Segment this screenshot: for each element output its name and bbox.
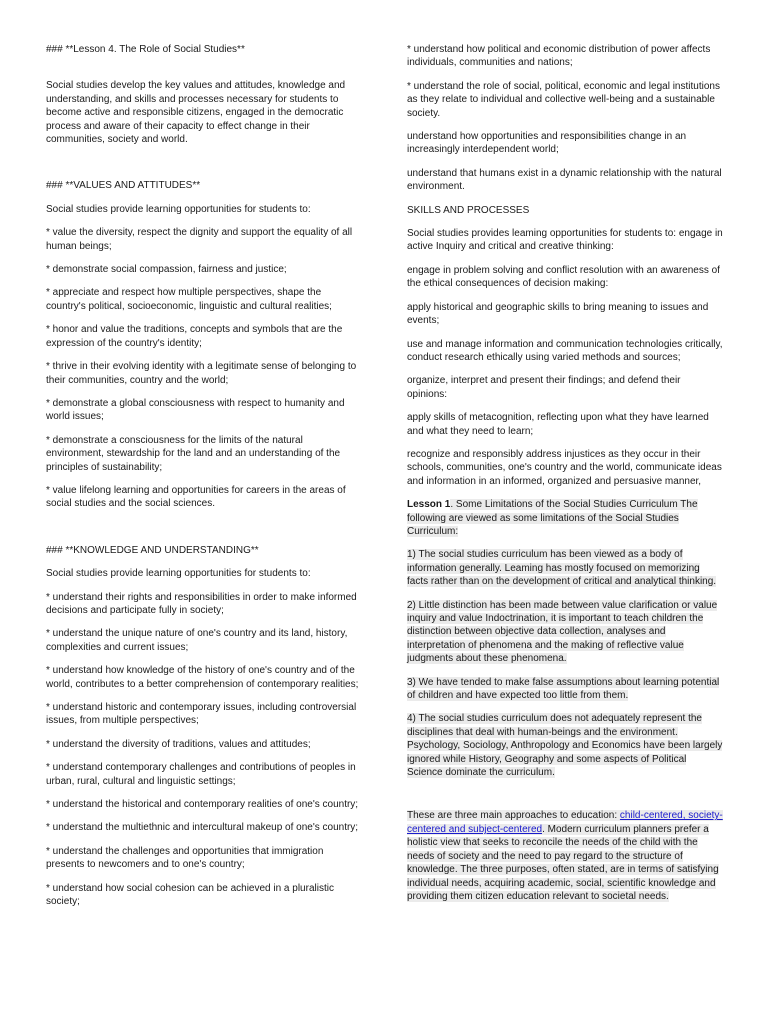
knowledge-item: * understand contemporary challenges and contributions of peoples in urban, rural, cultural and linguistic settings;	[46, 762, 356, 787]
lesson1-label: Lesson 1	[407, 499, 451, 511]
knowledge-item: * understand the historical and contemporary realities of one's country;	[46, 799, 359, 811]
understand-item: * understand how political and economic distribution of power affects individuals, communities and nations;	[407, 44, 711, 69]
skills-item: engage in problem solving and conflict resolution with an awareness of the ethical consequences of decision making:	[407, 264, 720, 290]
values-lead: Social studies provide learning opportunities for students to:	[46, 203, 311, 215]
approaches-link[interactable]: child-centered, society-centered and subject-centered	[407, 810, 723, 835]
intro-paragraph: Social studies develop the key values and attitudes, knowledge and understanding, and skills and processes necessary for students to become active and responsible citizens, engaged in the democratic process and aware of their capacity to effect change in their communities, society and world.	[46, 80, 346, 146]
lesson-heading: ### **Lesson 4. The Role of Social Studies**	[46, 44, 245, 55]
limitation-item	[407, 599, 723, 666]
skills-item: use and manage information and communication technologies critically, conduct research ethically using varied methods and sources;	[407, 338, 723, 363]
values-item: * demonstrate social compassion, fairness and justice;	[46, 264, 287, 276]
values-item: * demonstrate a global consciousness with respect to humanity and world issues;	[46, 397, 345, 423]
skills-item: organize, interpret and present their findings; and defend their opinions:	[407, 375, 681, 400]
values-item: * honor and value the traditions, concepts and symbols that are the expression of the country's identity;	[46, 324, 343, 349]
skills-item: apply historical and geographic skills to bring meaning to issues and events;	[407, 301, 709, 327]
limitation-text: 4) The social studies curriculum does not adequately represent the disciplines that deal with human-beings and the environment. Psychology, Sociology, Anthropology and Economics have been largely ignored while History, Geography and some aspects of Political Science dominate the curriculum.	[407, 713, 723, 779]
knowledge-item: * understand how knowledge of the history of one's country and of the world, contributes to a better comprehension of contemporary realities;	[46, 665, 359, 690]
limitation-text: 3) We have tended to make false assumptions about learning potential of children and have expected too little from them.	[407, 676, 720, 702]
lesson1-paragraph	[407, 498, 723, 538]
knowledge-item: * understand how social cohesion can be achieved in a pluralistic society;	[46, 882, 334, 908]
limitation-text: 1) The social studies curriculum has been viewed as a body of information generally. Leaming has mostly focused on memorizing facts rather than on the development of critical and analytical thinking.	[407, 549, 717, 588]
lesson1-text: . Some Limitations of the Social Studies Curriculum The following are viewed as some limitations of the Social Studies Curriculum:	[407, 499, 698, 537]
left-column	[46, 43, 362, 918]
values-item: * value the diversity, respect the dignity and support the equality of all human beings;	[46, 227, 353, 252]
knowledge-item: * understand the multiethnic and intercultural makeup of one's country;	[46, 822, 359, 834]
values-item: * demonstrate a consciousness for the limits of the natural environment, stewardship for the land and an understanding of the principles of sustainability;	[46, 434, 341, 473]
values-item: * thrive in their evolving identity with a legitimate sense of belonging to their communities, country and the world;	[46, 361, 357, 386]
right-column	[407, 43, 723, 913]
knowledge-heading: ### **KNOWLEDGE AND UNDERSTANDING**	[46, 544, 259, 556]
understand-item: understand how opportunities and responsibilities change in an increasingly interdependent world;	[407, 131, 687, 156]
approaches-text-before: These are three main approaches to education:	[407, 810, 620, 822]
knowledge-item: * understand historic and contemporary issues, including controversial issues, from multiple perspectives;	[46, 702, 357, 727]
limitation-item	[407, 712, 723, 779]
knowledge-item: * understand the unique nature of one's country and its land, history, complexities and current issues;	[46, 628, 348, 653]
limitation-item	[407, 676, 723, 703]
values-item: * value lifelong learning and opportunities for careers in the areas of social studies and the social sciences.	[46, 484, 346, 510]
approaches-text-after: . Modern curriculum planners prefer a holistic view that seeks to reconcile the needs of the child with the needs of society and the need to pay regard to the structure of knowledge. The three purposes, often stated, are in terms of satisfying individual needs, acquiring academic, social, scientific knowledge and providing them citizen education relevant to societal needs.	[407, 823, 719, 902]
values-heading: ### **VALUES AND ATTITUDES**	[46, 180, 201, 192]
understand-item: understand that humans exist in a dynamic relationship with the natural environment.	[407, 167, 722, 193]
values-item: * appreciate and respect how multiple perspectives, shape the country's political, socioeconomic, linguistic and cultural realities;	[46, 287, 332, 312]
skills-item: Social studies provides leaming opportunities for students to: engage in active Inquiry and critical and creative thinking:	[407, 228, 723, 253]
understand-item: * understand the role of social, political, economic and legal institutions as they relate to individual and collective well-being and a sustainable society.	[407, 80, 720, 119]
limitation-text: 2) Little distinction has been made between value clarification or value inquiry and value Indoctrination, it is important to teach children the distinction between objective data collection, analyses and interpretation of phenomena and the making of reflective value judgments about these phenomena.	[407, 599, 718, 665]
knowledge-item: * understand the challenges and opportunities that immigration presents to newcomers and to one's country;	[46, 845, 324, 871]
skills-item: recognize and responsibly address injustices as they occur in their schools, communities, one's country and the world, communicate ideas and information in an informed, organized and persuasive manner,	[407, 448, 722, 487]
skills-heading: SKILLS AND PROCESSES	[407, 204, 530, 216]
limitation-item	[407, 548, 723, 588]
knowledge-lead: Social studies provide learning opportunities for students to:	[46, 568, 311, 580]
approaches-paragraph	[407, 809, 723, 903]
skills-item: apply skills of metacognition, reflecting upon what they have learned and what they need to learn;	[407, 412, 709, 437]
knowledge-item: * understand the diversity of traditions, values and attitudes;	[46, 738, 311, 750]
knowledge-item: * understand their rights and responsibilities in order to make informed decisions and participate fully in society;	[46, 591, 357, 616]
